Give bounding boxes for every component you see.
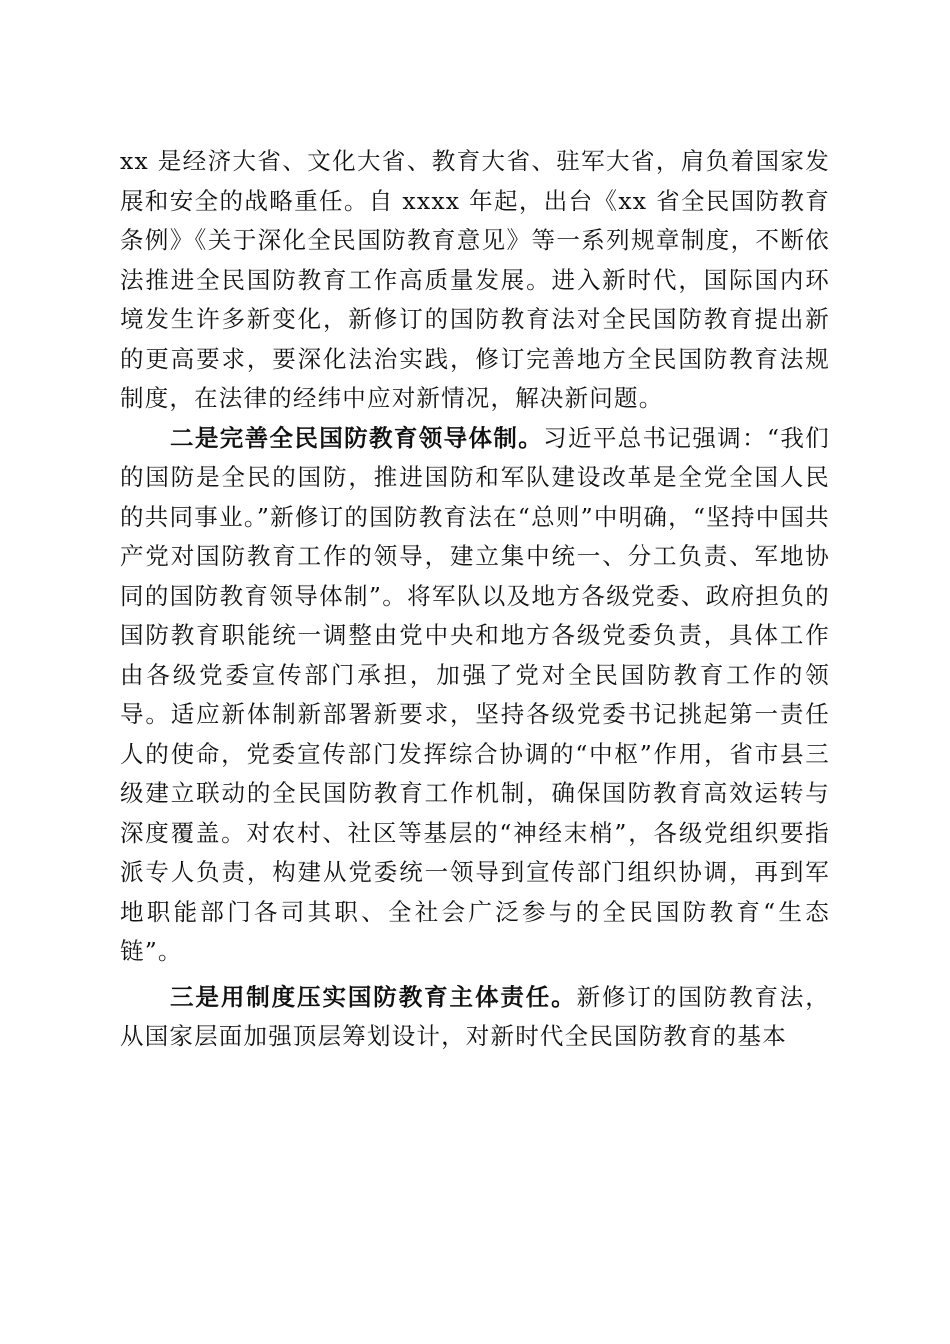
paragraph-2-body: 习近平总书记强调：“我们的国防是全民的国防，推进国防和军队建设改革是全党全国人民的共同事业。”新修订的国防教育法在“总则”中明确，“坚持中国共产党对国防教育工作的领导，建立集中统一、分工负责、军地协同的国防教育领导体制”。将军队以及地方各级党委、政府担负的国防教育职能统一调整由党中央和地方各级党委负责，具体工作由各级党委宣传部门承担，加强了党对全民国防教育工作的领导。适应新体制新部署新要求，坚持各级党委书记挑起第一责任人的使命，党委宣传部门发挥综合协调的“中枢”作用，省市县三级建立联动的全民国防教育工作机制，确保国防教育高效运转与深度覆盖。对农村、社区等基层的“神经末梢”，各级党组织要指派专人负责，构建从党委统一领导到宣传部门组织协调，再到军地职能部门各司其职、全社会广泛参与的全民国防教育“生态链”。 <box>120 423 830 965</box>
paragraph-3-lead: 三是用制度压实国防教育主体责任。 <box>170 982 577 1011</box>
paragraph-2-lead: 二是完善全民国防教育领导体制。 <box>170 423 544 452</box>
paragraph-3-body: 新修订的国防教育法，从国家层面加强顶层筹划设计，对新时代全民国防教育的基本 <box>120 982 831 1050</box>
paragraph-2 <box>120 419 830 972</box>
paragraph-1 <box>120 142 830 419</box>
paragraph-1-body: xx 是经济大省、文化大省、教育大省、驻军大省，肩负着国家发展和安全的战略重任。自 xxxx 年起，出台《xx 省全民国防教育条例》《关于深化全民国防教育意见》等一系列规章制度，不断依法推进全民国防教育工作高质量发展。进入新时代，国际国内环境发生许多新变化，新修订的国防教育法对全民国防教育提出新的更高要求，要深化法治实践，修订完善地方全民国防教育法规制度，在法律的经纬中应对新情况，解决新问题。 <box>120 147 830 412</box>
document-page <box>120 142 830 1057</box>
paragraph-3 <box>120 978 830 1057</box>
